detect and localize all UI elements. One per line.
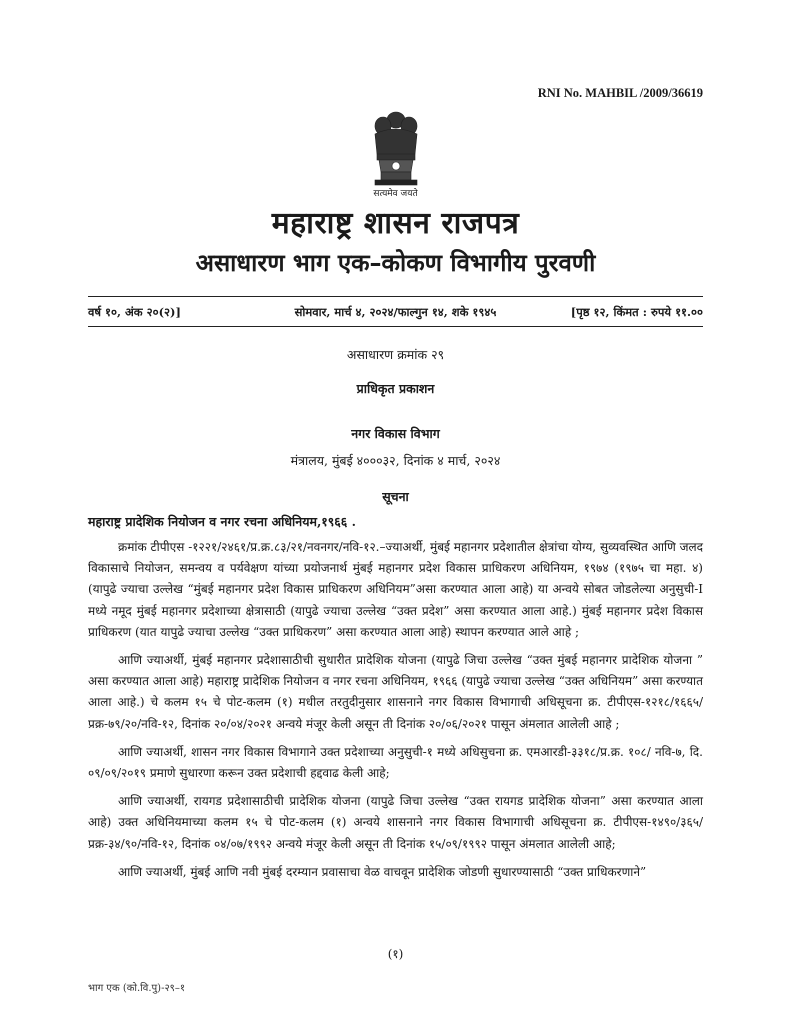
footer-reference: भाग एक (को.वि.पु)-२९–१ [88, 983, 186, 994]
bottom-divider [88, 326, 703, 327]
notice-label: सूचना [382, 489, 409, 504]
rni-number: RNI No. MAHBIL /2009/36619 [537, 86, 703, 100]
issue-number: वर्ष १०, अंक २०(२)] [88, 305, 181, 319]
issue-date: सोमवार, मार्च ४, २०२४/फाल्गुन १४, शके १९४५ [294, 305, 497, 319]
publication-type: प्राधिकृत प्रकाशन [356, 381, 435, 396]
department-name: नगर विकास विभाग [351, 426, 440, 441]
emblem-motto: सत्यमेव जयते [373, 189, 418, 199]
paragraph: आणि ज्याअर्थी, मुंबई आणि नवी मुंबई दरम्यान प्रवासाचा वेळ वाचवून प्रादेशिक जोडणी सुधारण्यासाठी “उक्त प्राधिकरणाने” [118, 864, 647, 879]
gazette-title: महाराष्ट्र शासन राजपत्र [271, 206, 520, 241]
notice-body [88, 537, 703, 890]
paragraph: आणि ज्याअर्थी, शासन नगर विकास विभागाने उक्त प्रदेशाच्या अनुसुची-१ मध्ये अधिसुचना क्र. एमआरडी-३३१८/प्र.क्र. १०८/ नवि-७, दि. ०९/०९/२०१९ प्रमाणे सुधारणा करून उक्त प्रदेशाची हद्दवाढ केली आहे; [88, 744, 703, 781]
paragraph: क्रमांक टीपीएस -१२२१/२४६१/प्र.क्र.८३/२१/नवनगर/नवि-१२.–ज्याअर्थी, मुंबई महानगर प्रदेशातील क्षेत्रांचा योग्य, सुव्यवस्थित आणि जलद विकासाचे नियोजन, समन्वय व पर्यवेक्षण यांच्या प्रयोजनार्थ मुंबई महानगर प्रदेश विकास प्राधिकरण अधिनियम, १९७४ (१९७५ चा महा. ४) (यापुढे ज्याचा उल्लेख “मुंबई महानगर प्रदेश विकास प्राधिकरण अधिनियम”असा करण्यात आला आहे) या अन्वये सोबत जोडलेल्या अनुसुची-I मध्ये नमूद मुंबई महानगर प्रदेशाच्या क्षेत्रासाठी (यापुढे ज्याचा उल्लेख “उक्त प्रदेश” असा करण्यात आला आहे.) मुंबई महानगर प्रदेश विकास प्राधिकरण (यात यापुढे ज्याचा उल्लेख “उक्त प्राधिकरण” असा करण्यात आला आहे) स्थापन करण्यात आले आहे ; [88, 540, 703, 639]
page-price: [पृष्ठ १२, किंमत : रुपये ११.०० [570, 305, 703, 319]
state-emblem-icon [365, 110, 427, 194]
paragraph: आणि ज्याअर्थी, मुंबई महानगर प्रदेशासाठीची सुधारीत प्रादेशिक योजना (यापुढे जिचा उल्लेख “उक्त मुंबई महानगर प्रादेशिक योजना ” असा करण्यात आला आहे) महाराष्ट्र प्रादेशिक नियोजन व नगर रचना अधिनियम, १९६६ (यापुढे ज्याचा उल्लेख “उक्त अधिनियम” असा करण्यात आला आहे.) चे कलम १५ चे पोट-कलम (१) मधील तरतुदीनुसार शासनाने नगर विकास विभागाची अधिसूचना क्र. टीपीएस-१२१८/१६६५/प्रक्र-७९/२०/नवि-१२, दिनांक २०/०४/२०२१ अन्वये मंजूर केली असून ती दिनांक २०/०६/२०२१ पासून अंमलात आलेली आहे ; [88, 653, 703, 731]
extraordinary-number: असाधारण क्रमांक २९ [346, 347, 445, 362]
paragraph: आणि ज्याअर्थी, रायगड प्रदेशासाठीची प्रादेशिक योजना (यापुढे जिचा उल्लेख “उक्त रायगड प्रादेशिक योजना” असा करण्यात आला आहे) उक्त अधिनियमाच्या कलम १५ चे पोट-कलम (१) अन्वये शासनाने नगर विकास विभागाची अधिसूचना क्र. टीपीएस-१४९०/३६५/प्रक्र-३४/९०/नवि-१२, दिनांक ०४/०७/१९९२ अन्वये मंजूर केली असून ती दिनांक १५/०९/१९९२ पासून अंमलात आलेली आहे; [88, 794, 703, 851]
address-date: मंत्रालय, मुंबई ४०००३२, दिनांक ४ मार्च, २०२४ [290, 453, 501, 468]
page-number: (१) [387, 947, 404, 961]
top-divider [88, 296, 703, 297]
act-heading: महाराष्ट्र प्रादेशिक नियोजन व नगर रचना अधिनियम,१९६६ . [88, 514, 357, 529]
gazette-subtitle: असाधारण भाग एक–कोकण विभागीय पुरवणी [195, 249, 596, 277]
